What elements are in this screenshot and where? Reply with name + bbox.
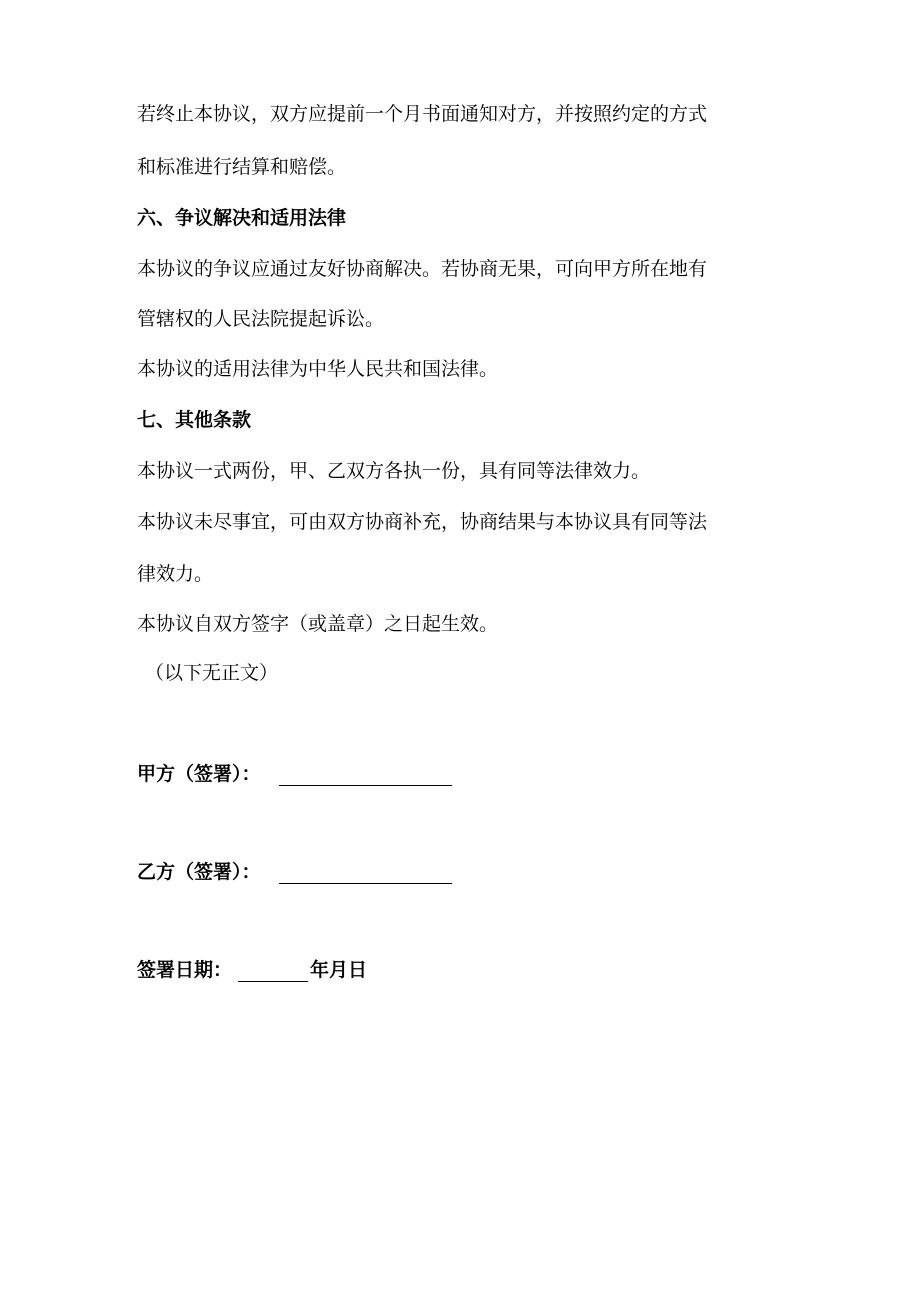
paragraph-termination-line-2: 和标准进行结算和赔偿。 [137,156,347,178]
section-heading-dispute: 六、争议解决和适用法律 [137,207,347,229]
party-b-label: 乙方（签署）： [137,861,261,883]
no-more-text-note: （以下无正文） [145,662,279,684]
paragraph-dispute-line-1: 本协议的争议应通过友好协商解决。若协商无果，可向甲方所在地有 [137,258,708,280]
party-a-signature-blank [279,767,452,786]
signature-row-date [137,958,367,982]
party-a-label: 甲方（签署）： [137,763,261,785]
paragraph-termination-line-1: 若终止本协议，双方应提前一个月书面通知对方，并按照约定的方式 [137,103,708,125]
paragraph-effective: 本协议自双方签字（或盖章）之日起生效。 [137,613,499,635]
paragraph-supplement-line-1: 本协议未尽事宜，可由双方协商补充，协商结果与本协议具有同等法 [137,511,708,533]
paragraph-dispute-line-2: 管辖权的人民法院提起诉讼。 [137,308,385,330]
signature-row-party-a [137,762,452,786]
paragraph-applicable-law: 本协议的适用法律为中华人民共和国法律。 [137,358,499,380]
section-heading-other: 七、其他条款 [137,409,252,431]
date-year-blank [238,963,308,982]
date-suffix: 年月日 [310,959,368,981]
signature-row-party-b [137,860,452,884]
party-b-signature-blank [279,865,452,884]
paragraph-copies: 本协议一式两份，甲、乙双方各执一份，具有同等法律效力。 [137,460,651,482]
paragraph-supplement-line-2: 律效力。 [137,563,214,585]
date-label: 签署日期： [137,959,233,981]
